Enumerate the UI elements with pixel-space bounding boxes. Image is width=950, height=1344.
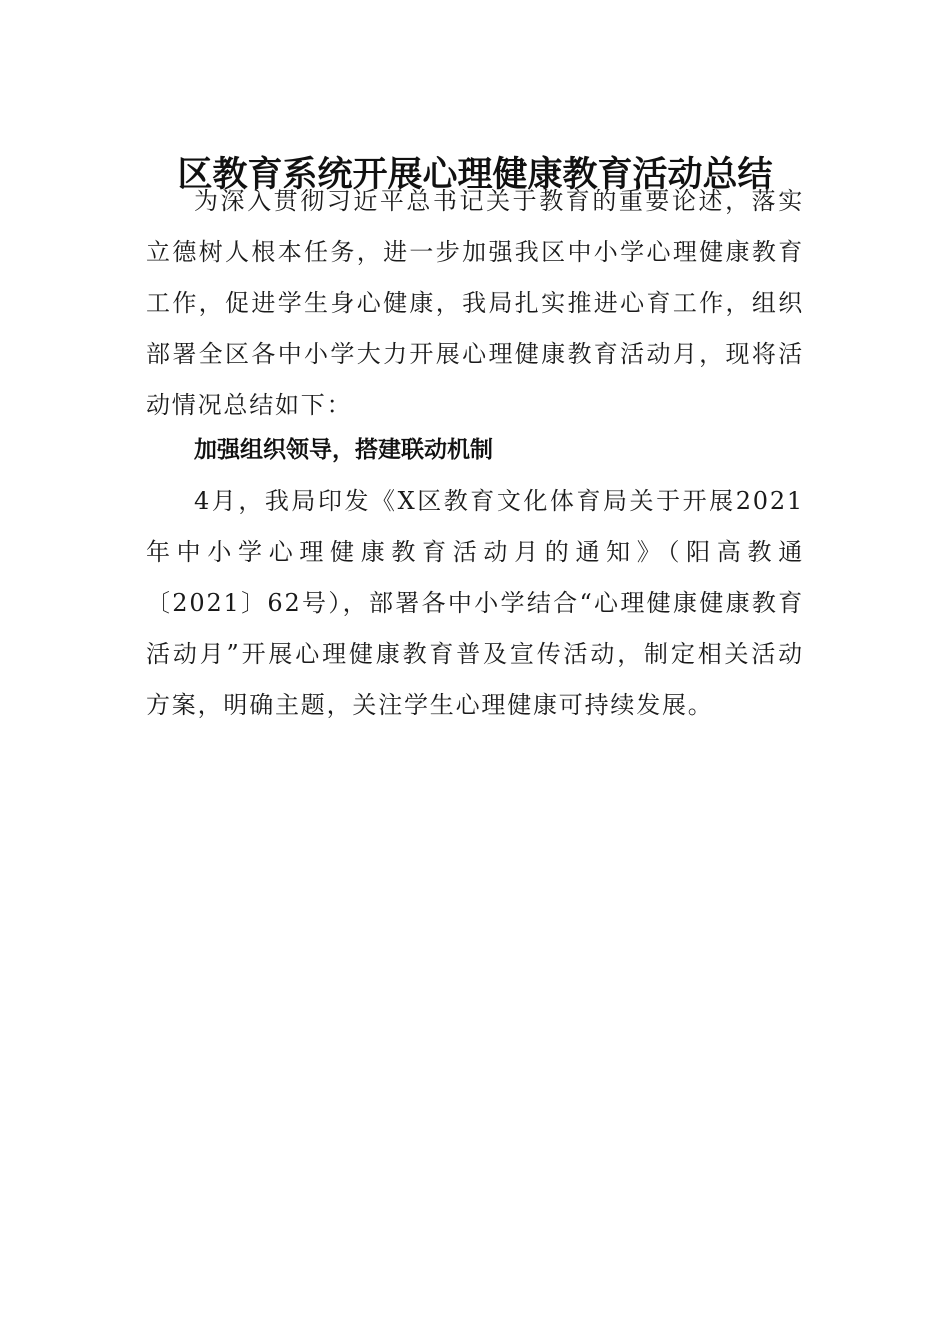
section-paragraph: 4月，我局印发《X区教育文化体育局关于开展2021年中小学心理健康教育活动月的通知》（阳高教通〔2021〕62号），部署各中小学结合“心理健康健康教育活动月”开展心理健康教育普及宣传活动，制定相关活动方案，明确主题，关注学生心理健康可持续发展。 <box>146 487 804 719</box>
section-heading: 加强组织领导，搭建联动机制 <box>194 437 493 463</box>
document-title: 区教育系统开展心理健康教育活动总结 <box>177 155 773 196</box>
intro-paragraph: 为深入贯彻习近平总书记关于教育的重要论述，落实立德树人根本任务，进一步加强我区中小学心理健康教育工作，促进学生身心健康，我局扎实推进心育工作，组织部署全区各中小学大力开展心理健康教育活动月，现将活动情况总结如下： <box>146 187 804 419</box>
